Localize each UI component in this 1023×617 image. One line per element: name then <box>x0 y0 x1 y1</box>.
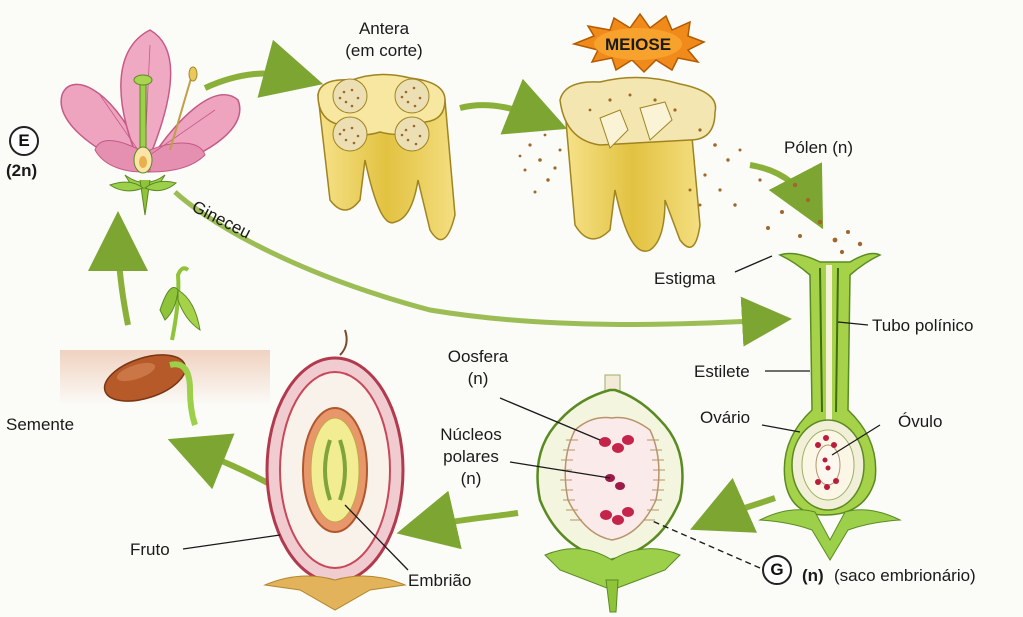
anther-cross-section <box>318 74 455 239</box>
egg-cell-ploidy: (n) <box>467 369 489 388</box>
fruit-illustration <box>265 330 405 610</box>
meiose-label: MEIOSE <box>604 35 672 54</box>
arrow-ovary-to-embryo-sac <box>712 498 775 520</box>
pollen-tube-label: Tubo polínico <box>872 316 974 335</box>
arrow-anther-to-meiosis <box>460 105 545 120</box>
stage-g-ploidy: (n) <box>802 566 824 585</box>
style-label: Estilete <box>694 362 750 381</box>
ovary-label: Ovário <box>700 408 751 427</box>
pollen-label: Pólen (n) <box>784 138 853 157</box>
ovule-label: Óvulo <box>898 412 943 431</box>
embryo-sac-illustration <box>538 375 683 612</box>
stage-e-marker: E <box>9 126 39 156</box>
anther-label: Antera <box>358 19 410 38</box>
pistil-illustration <box>760 254 900 560</box>
seed-illustration <box>60 268 270 425</box>
embryo-label: Embrião <box>408 571 472 590</box>
polar-nuclei-ploidy: (n) <box>460 469 482 488</box>
gineceu-label: Gineceu <box>188 196 254 243</box>
arrow-seed-to-flower <box>118 235 128 325</box>
open-anther <box>519 77 863 254</box>
seed-label: Semente <box>6 415 75 434</box>
arrow-pollen-to-stigma <box>750 165 812 208</box>
stigma-label: Estigma <box>654 269 716 288</box>
stage-g-description: (saco embrionário) <box>834 566 976 585</box>
stage-g-marker: G <box>762 555 792 585</box>
anther-sublabel: (em corte) <box>345 41 423 60</box>
arrow-fruit-to-seed <box>190 448 275 487</box>
flower-illustration <box>61 30 240 215</box>
fruit-label: Fruto <box>130 540 170 559</box>
arrow-embryo-sac-to-fruit <box>420 513 518 528</box>
polar-nuclei-label-2: polares <box>443 447 499 466</box>
arrow-flower-to-anther <box>205 73 300 88</box>
polar-nuclei-label-1: Núcleos <box>440 425 502 444</box>
egg-cell-label: Oosfera <box>447 347 509 366</box>
stage-e-ploidy: (2n) <box>6 161 38 180</box>
